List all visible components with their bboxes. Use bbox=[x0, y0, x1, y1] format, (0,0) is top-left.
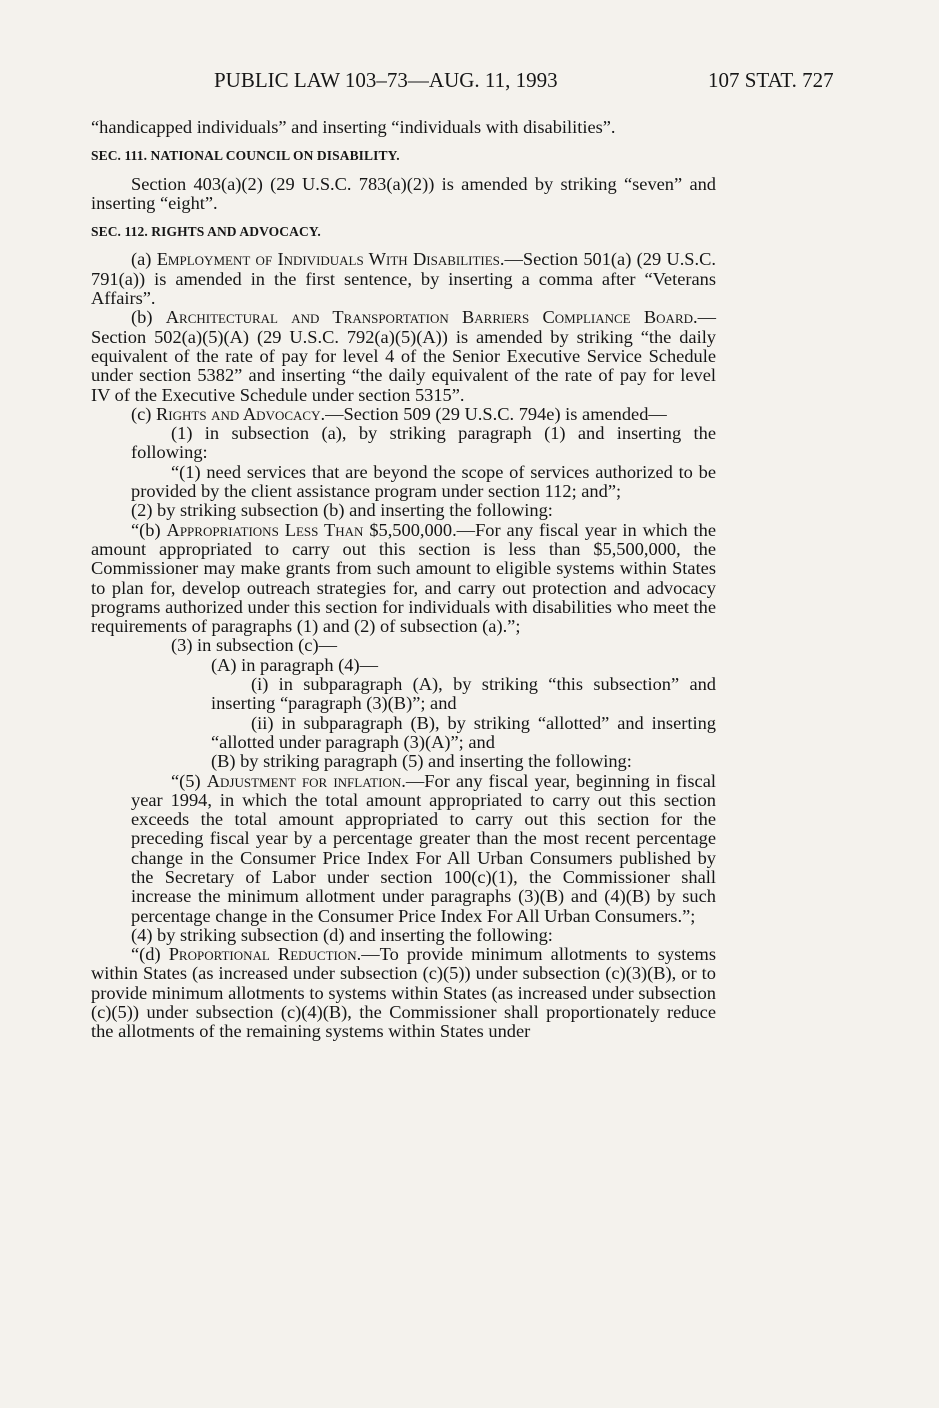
subsection-a-caption: Employment of Individuals With Disabilities. bbox=[156, 249, 505, 270]
paragraph-c4-quote bbox=[91, 945, 716, 1041]
paragraph-c1-quote: “(1) need services that are beyond the scope of services authorized to be provided by the client assistance program under section 112; and”; bbox=[131, 461, 716, 502]
section-111-heading: SEC. 111. NATIONAL COUNCIL ON DISABILITY. bbox=[91, 148, 400, 164]
paragraph-c5-quote bbox=[91, 772, 716, 926]
subsection-c-text: —Section 509 (29 U.S.C. 794e) is amended— bbox=[325, 403, 667, 424]
subparagraph-c3A: (A) in paragraph (4)— bbox=[211, 654, 378, 675]
subsection-c bbox=[91, 405, 716, 424]
subsection-b-caption: Architectural and Transportation Barriers Compliance Board. bbox=[165, 307, 698, 328]
subsection-b-label: (b) bbox=[131, 307, 166, 328]
paragraph-c1-text: (1) in subsection (a), by striking paragraph (1) and inserting the following: bbox=[131, 423, 716, 463]
subparagraph-c3B: (B) by striking paragraph (5) and inserting the following: bbox=[211, 751, 632, 772]
paragraph-c5-quote-caption: Adjustment for inflation. bbox=[206, 770, 406, 791]
clause-c3Ai: (i) in subparagraph (A), by striking “this subsection” and inserting “paragraph (3)(B)”; and bbox=[211, 674, 716, 714]
subsection-c-caption: Rights and Advocacy. bbox=[156, 403, 326, 424]
subsection-a-text: —Section 501(a) (29 U.S.C. 791(a)) is amended in the first sentence, by inserting a comma after “Veterans Affairs”. bbox=[91, 249, 716, 309]
paragraph-c3: (3) in subsection (c)— bbox=[171, 635, 337, 656]
paragraph-c4: (4) by striking subsection (d) and inserting the following: bbox=[131, 924, 553, 945]
paragraph-c2-quote bbox=[91, 521, 716, 637]
paragraph-c2: (2) by striking subsection (b) and inserting the following: bbox=[131, 500, 553, 521]
header-stat-citation: 107 STAT. 727 bbox=[708, 68, 834, 92]
paragraph-c2-quote-text: —For any fiscal year in which the amount appropriated to carry out this section is less than $5,500,000, the Commissioner may make grants from such amount to eligible systems within States to plan for, develop outreach strategies for, and carry out protection and advocacy programs authorized under this section for individuals with disabilities who meet the requirements of paragraphs (1) and (2) of subsection (a).”; bbox=[91, 519, 716, 637]
paragraph-c1 bbox=[91, 424, 716, 463]
paragraph-c2-quote-label: “(b) bbox=[131, 519, 167, 540]
document-body bbox=[91, 118, 716, 1042]
paragraph-c4-quote-label: “(d) bbox=[131, 944, 169, 965]
paragraph-c4-quote-caption: Proportional Reduction. bbox=[168, 944, 362, 965]
clause-c3Aii: (ii) in subparagraph (B), by striking “allotted” and inserting “allotted under paragraph (3)(A)”; and bbox=[211, 712, 716, 752]
running-header bbox=[0, 68, 939, 98]
section-111-text: Section 403(a)(2) (29 U.S.C. 783(a)(2)) is amended by striking “seven” and inserting “eight”. bbox=[91, 173, 716, 213]
subsection-c-label: (c) bbox=[131, 403, 157, 424]
paragraph-c4-quote-text: —To provide minimum allotments to systems within States (as increased under subsection (c)(5)) under subsection (c)(3)(B), or to provide minimum allotments to systems within States (as increased under subsection (c)(5)) under subsection (c)(4)(B), the Commissioner shall proportionately reduce the allotments of the remaining systems within States under bbox=[91, 944, 716, 1042]
paragraph-c5-quote-label: “(5) bbox=[171, 770, 207, 791]
paragraph-c2-quote-caption: Appropriations Less Than $5,500,000. bbox=[166, 519, 457, 540]
subsection-b bbox=[91, 308, 716, 404]
section-112-heading: SEC. 112. RIGHTS AND ADVOCACY. bbox=[91, 224, 321, 240]
paragraph-continuation: “handicapped individuals” and inserting “individuals with disabilities”. bbox=[91, 117, 616, 137]
subsection-b-text: —Section 502(a)(5)(A) (29 U.S.C. 792(a)(5)(A)) is amended by striking “the daily equivalent of the rate of pay for level 4 of the Senior Executive Service Schedule under section 5382” and inserting “the daily equivalent of the rate of pay for level IV of the Executive Schedule under section 5315”. bbox=[91, 307, 716, 405]
paragraph-c5-quote-text: —For any fiscal year, beginning in fiscal year 1994, in which the total amount appropriated to carry out this section exceeds the total amount appropriated to carry out this section for the preceding fiscal year by a percentage greater than the most recent percentage change in the Consumer Price Index For All Urban Consumers published by the Secretary of Labor under section 100(c)(1), the Commissioner shall increase the minimum allotment under paragraphs (3)(B) and (4)(B) by such percentage change in the Consumer Price Index For All Urban Consumers.”; bbox=[131, 770, 716, 926]
subsection-a bbox=[91, 250, 716, 308]
subsection-a-label: (a) bbox=[131, 249, 157, 270]
header-title: PUBLIC LAW 103–73—AUG. 11, 1993 bbox=[214, 68, 558, 92]
